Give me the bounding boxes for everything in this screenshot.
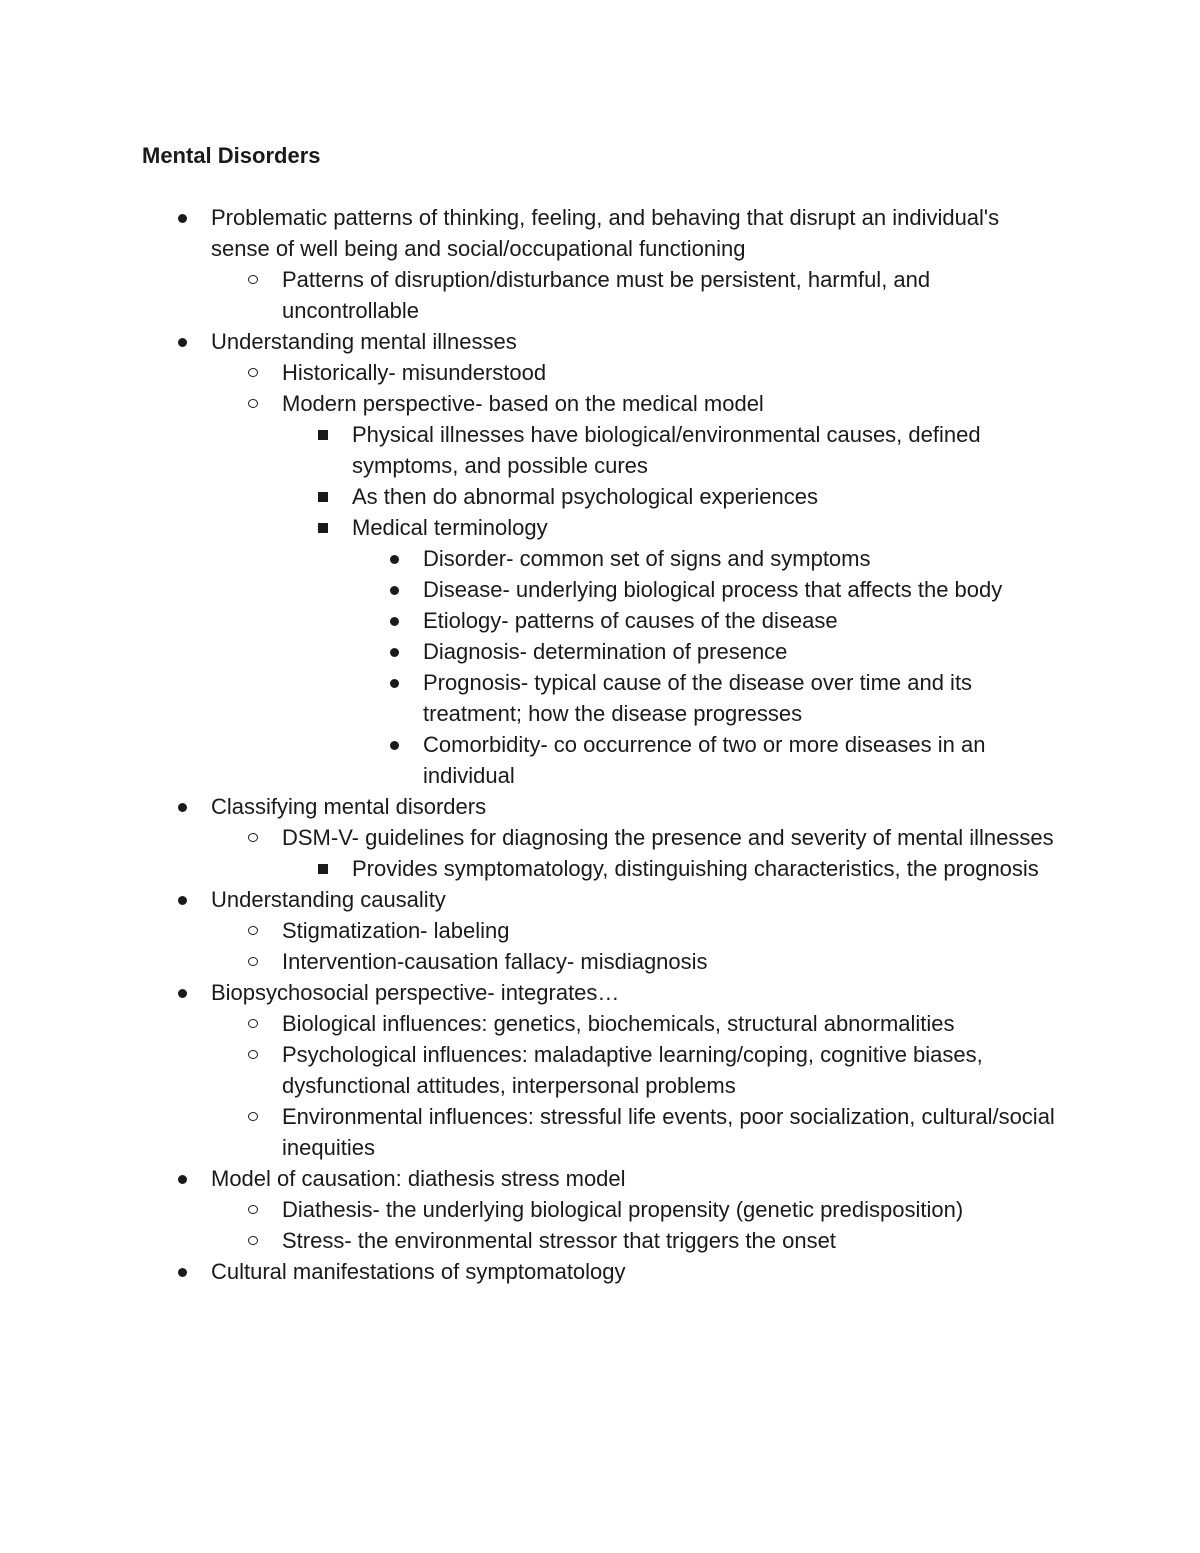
list-item <box>211 326 1056 357</box>
list-item-text: Medical terminology <box>352 515 548 540</box>
disc-bullet-icon <box>384 667 406 698</box>
disc-bullet-icon <box>172 791 194 822</box>
list-item-text: Disease- underlying biological process that affects the body <box>423 577 1003 602</box>
list-item <box>282 915 1056 946</box>
disc-bullet-icon <box>172 977 194 1008</box>
list-item-text: Provides symptomatology, distinguishing characteristics, the prognosis <box>352 856 1039 881</box>
list-item-text: Biological influences: genetics, biochemicals, structural abnormalities <box>282 1011 955 1036</box>
disc-bullet-icon <box>172 202 194 233</box>
list-item-text: Intervention-causation fallacy- misdiagnosis <box>282 949 708 974</box>
list-item-text: Environmental influences: stressful life events, poor socialization, cultural/social inequities <box>282 1104 1055 1160</box>
disc-bullet-icon <box>384 605 406 636</box>
list-item-text: Comorbidity- co occurrence of two or more diseases in an individual <box>423 732 986 788</box>
list-item-text: Cultural manifestations of symptomatology <box>211 1259 626 1284</box>
list-item <box>282 388 1056 419</box>
list-item-text: Diathesis- the underlying biological propensity (genetic predisposition) <box>282 1197 964 1222</box>
circle-bullet-icon <box>243 915 265 946</box>
list-item <box>282 1008 1056 1039</box>
circle-bullet-icon <box>243 1039 265 1070</box>
list-item-text: DSM-V- guidelines for diagnosing the presence and severity of mental illnesses <box>282 825 1054 850</box>
list-item <box>352 481 1056 512</box>
list-item <box>423 574 1056 605</box>
list-item <box>423 605 1056 636</box>
list-item <box>282 1039 1056 1101</box>
circle-bullet-icon <box>243 264 265 295</box>
square-bullet-icon <box>313 853 335 884</box>
circle-bullet-icon <box>243 1008 265 1039</box>
circle-bullet-icon <box>243 357 265 388</box>
disc-bullet-icon <box>384 574 406 605</box>
list-item <box>423 543 1056 574</box>
circle-bullet-icon <box>243 1225 265 1256</box>
list-item-text: Modern perspective- based on the medical model <box>282 391 764 416</box>
list-item <box>211 1163 1056 1194</box>
list-item-text: Understanding mental illnesses <box>211 329 517 354</box>
list-item-text: Biopsychosocial perspective- integrates… <box>211 980 620 1005</box>
document-title: Mental Disorders <box>142 143 321 168</box>
square-bullet-icon <box>313 512 335 543</box>
list-item <box>211 884 1056 915</box>
list-item-text: Stress- the environmental stressor that triggers the onset <box>282 1228 836 1253</box>
list-item-text: As then do abnormal psychological experiences <box>352 484 818 509</box>
square-bullet-icon <box>313 481 335 512</box>
list-item-text: Physical illnesses have biological/environmental causes, defined symptoms, and possible cures <box>352 422 981 478</box>
square-bullet-icon <box>313 419 335 450</box>
circle-bullet-icon <box>243 946 265 977</box>
list-item-text: Problematic patterns of thinking, feeling, and behaving that disrupt an individual's sense of well being and social/occupational functioning <box>211 205 1000 261</box>
list-item <box>352 853 1056 884</box>
list-item-text: Psychological influences: maladaptive learning/coping, cognitive biases, dysfunctional attitudes, interpersonal problems <box>282 1042 983 1098</box>
list-item-text: Disorder- common set of signs and symptoms <box>423 546 871 571</box>
disc-bullet-icon <box>172 326 194 357</box>
list-item <box>282 1225 1056 1256</box>
outline-list <box>0 202 1200 1287</box>
list-item <box>423 636 1056 667</box>
disc-bullet-icon <box>384 543 406 574</box>
list-item-text: Etiology- patterns of causes of the disease <box>423 608 838 633</box>
list-item-text: Prognosis- typical cause of the disease over time and its treatment; how the disease progresses <box>423 670 973 726</box>
disc-bullet-icon <box>384 636 406 667</box>
list-item-text: Model of causation: diathesis stress model <box>211 1166 626 1191</box>
disc-bullet-icon <box>172 1163 194 1194</box>
list-item <box>282 264 1056 326</box>
list-item-text: Stigmatization- labeling <box>282 918 510 943</box>
list-item <box>282 1194 1056 1225</box>
list-item <box>282 357 1056 388</box>
list-item <box>282 1101 1056 1163</box>
list-item <box>282 946 1056 977</box>
list-item-text: Patterns of disruption/disturbance must be persistent, harmful, and uncontrollable <box>282 267 931 323</box>
list-item <box>211 202 1056 264</box>
list-item <box>282 822 1056 853</box>
list-item <box>423 667 1056 729</box>
circle-bullet-icon <box>243 388 265 419</box>
list-item <box>211 1256 1056 1287</box>
list-item-text: Classifying mental disorders <box>211 794 487 819</box>
list-item <box>423 729 1056 791</box>
list-item <box>352 512 1056 543</box>
list-item <box>211 977 1056 1008</box>
disc-bullet-icon <box>172 1256 194 1287</box>
circle-bullet-icon <box>243 1194 265 1225</box>
circle-bullet-icon <box>243 1101 265 1132</box>
list-item <box>352 419 1056 481</box>
list-item-text: Diagnosis- determination of presence <box>423 639 788 664</box>
circle-bullet-icon <box>243 822 265 853</box>
list-item <box>211 791 1056 822</box>
disc-bullet-icon <box>172 884 194 915</box>
list-item-text: Historically- misunderstood <box>282 360 547 385</box>
disc-bullet-icon <box>384 729 406 760</box>
list-item-text: Understanding causality <box>211 887 446 912</box>
